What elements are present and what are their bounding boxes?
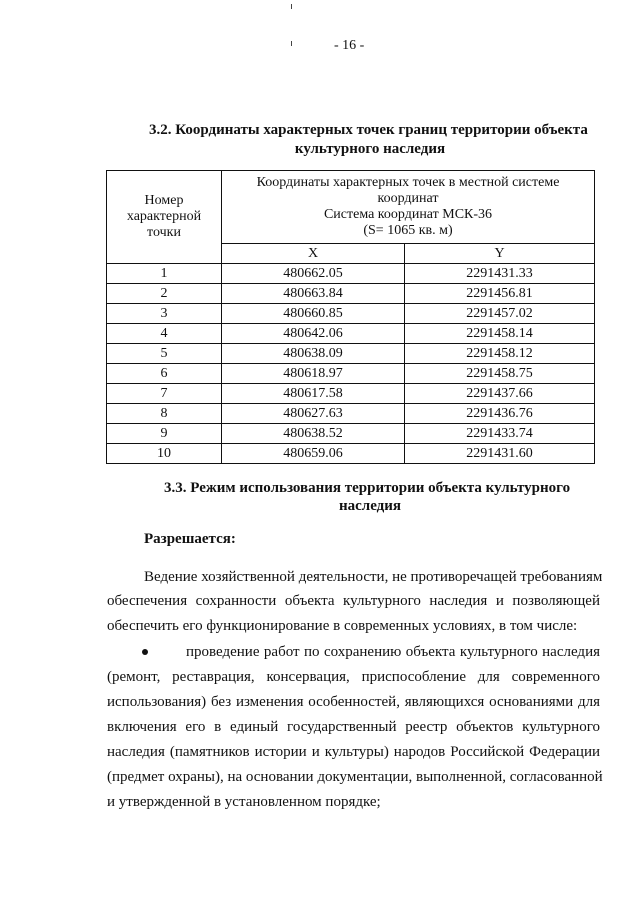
table-row	[107, 324, 595, 344]
table-row	[107, 404, 595, 424]
table-row	[107, 344, 595, 364]
y-coordinate-cell: 2291431.33	[405, 264, 595, 284]
header-coords-line: (S= 1065 кв. м)	[363, 223, 453, 238]
table-row	[107, 364, 595, 384]
y-coordinate-cell: 2291437.66	[405, 384, 595, 404]
x-coordinate-cell: 480638.09	[222, 344, 405, 364]
point-number-cell: 3	[107, 304, 222, 324]
y-coordinate-cell: 2291431.60	[405, 444, 595, 464]
point-number-cell: 7	[107, 384, 222, 404]
header-x: X	[222, 244, 405, 264]
point-number-cell: 8	[107, 404, 222, 424]
paragraph-line: обеспечения сохранности объекта культурного наследия и позволяющей	[107, 593, 600, 609]
header-coords-line: Координаты характерных точек в местной системе	[256, 175, 560, 190]
x-coordinate-cell: 480638.52	[222, 424, 405, 444]
point-number-cell: 6	[107, 364, 222, 384]
point-number-cell: 2	[107, 284, 222, 304]
x-coordinate-cell: 480659.06	[222, 444, 405, 464]
table-row	[107, 424, 595, 444]
x-coordinate-cell: 480663.84	[222, 284, 405, 304]
y-coordinate-cell: 2291458.12	[405, 344, 595, 364]
table-row	[107, 444, 595, 464]
paragraph-line: обеспечить его функционирование в современных условиях, в том числе:	[107, 618, 578, 634]
bullet-line: проведение работ по сохранению объекта культурного наследия	[186, 644, 600, 660]
header-coords-line: координат	[377, 191, 439, 206]
x-coordinate-cell: 480642.06	[222, 324, 405, 344]
table-row	[107, 284, 595, 304]
table-row	[107, 384, 595, 404]
section-3-2-title-line-1: 3.2. Координаты характерных точек границ территории объекта	[149, 122, 588, 138]
x-coordinate-cell: 480627.63	[222, 404, 405, 424]
point-number-cell: 4	[107, 324, 222, 344]
coordinates-table	[106, 170, 595, 464]
x-coordinate-cell: 480660.85	[222, 304, 405, 324]
header-point-line: точки	[147, 225, 181, 240]
x-coordinate-cell: 480662.05	[222, 264, 405, 284]
table-row	[107, 304, 595, 324]
bullet-line: использования) без изменения особенностей, являющихся основаниями для	[107, 694, 600, 710]
point-number-cell: 5	[107, 344, 222, 364]
bullet-line: (предмет охраны), на основании документации, выполненной, согласованной	[107, 769, 603, 785]
point-number-cell: 9	[107, 424, 222, 444]
point-number-cell: 1	[107, 264, 222, 284]
header-point-line: характерной	[126, 209, 202, 224]
table-row	[107, 264, 595, 284]
header-y: Y	[405, 244, 595, 264]
bullet-line: (ремонт, реставрация, консервация, приспособление для современного	[107, 669, 600, 685]
header-coords-line: Система координат МСК-36	[323, 207, 493, 222]
bullet-line: наследия (памятников истории и культуры) народов Российской Федерации	[107, 744, 600, 760]
scan-speck	[291, 4, 292, 9]
y-coordinate-cell: 2291458.14	[405, 324, 595, 344]
x-coordinate-cell: 480618.97	[222, 364, 405, 384]
bullet-line: и утвержденной в установленном порядке;	[107, 794, 381, 810]
scan-speck	[291, 41, 292, 46]
section-3-2-title-line-2: культурного наследия	[294, 141, 446, 157]
y-coordinate-cell: 2291458.75	[405, 364, 595, 384]
section-3-3-title-line-2: наследия	[338, 498, 402, 514]
table-header-row	[107, 171, 595, 244]
paragraph-line: Ведение хозяйственной деятельности, не противоречащей требованиям	[144, 569, 603, 585]
header-coordinates	[222, 171, 595, 244]
bullet-dot	[142, 649, 148, 655]
header-point-line: Номер	[144, 193, 184, 208]
header-point-number	[107, 171, 222, 264]
page-number: - 16 -	[334, 38, 365, 53]
point-number-cell: 10	[107, 444, 222, 464]
x-coordinate-cell: 480617.58	[222, 384, 405, 404]
y-coordinate-cell: 2291436.76	[405, 404, 595, 424]
y-coordinate-cell: 2291433.74	[405, 424, 595, 444]
y-coordinate-cell: 2291457.02	[405, 304, 595, 324]
section-3-3-title-line-1: 3.3. Режим использования территории объекта культурного	[164, 480, 571, 496]
allowed-label: Разрешается:	[144, 531, 236, 547]
y-coordinate-cell: 2291456.81	[405, 284, 595, 304]
bullet-line: включения его в единый государственный реестр объектов культурного	[107, 719, 600, 735]
